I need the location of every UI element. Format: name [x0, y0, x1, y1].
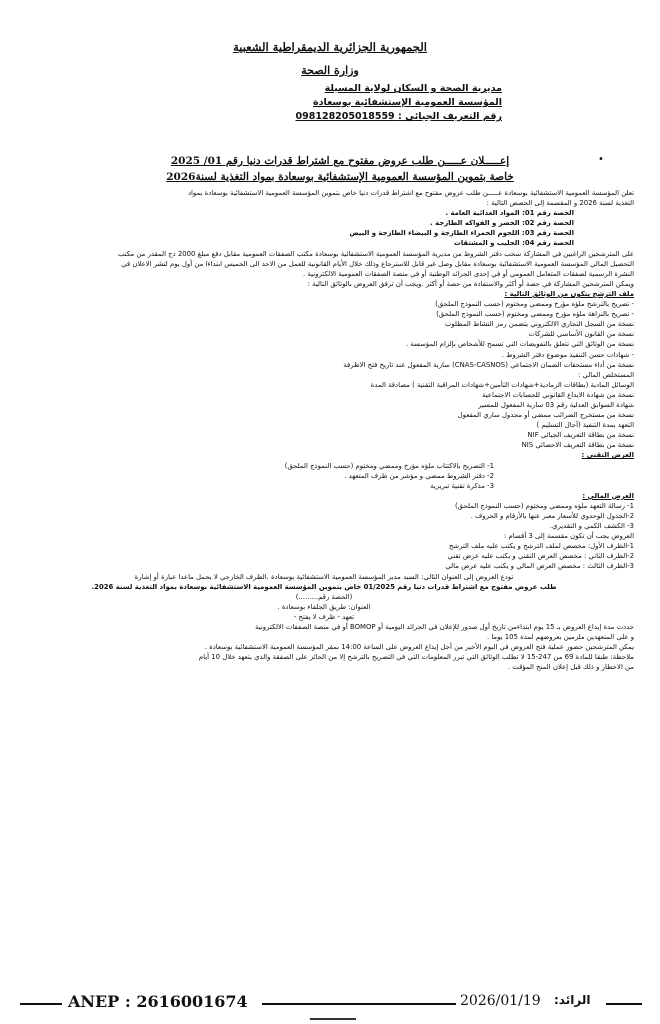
body-line: 3- الكشف الكمي و التقديري. — [549, 522, 634, 531]
body-line: 2-الجدول الوحدوي للأسعار معبر عنها بالأرقام و الحروف . — [470, 512, 634, 520]
body-line: 3-الظرف الثالث : مخصص العرض المالي و يكتب عليه عرض مالي — [445, 562, 634, 571]
announcement-subtitle: خاصة بتموين المؤسسة العمومية الإستشفائية بوسعادة بمواد التغذية لسنة2026 — [166, 171, 514, 183]
body-line: نسخة من السجل التجاري الالكتروني يتضمن رمز النشاط المطلوب — [444, 320, 634, 329]
tax-id-line — [262, 110, 502, 124]
body-line: نسخة من بطاقة التعريف الاحصائي NIS — [521, 441, 634, 450]
body-line: على المترشحين الراغبين في المشاركة سحب دفتر الشروط من مديرية المؤسسة العمومية الاستشفائية بوسعادة مكتب الصفقات العمومية مقابل دفع مبلغ 2000 دج المقدر من مكتب — [117, 249, 634, 258]
body-line: شهادة السوابق العدلية رقم 03 سارية المفعول للمسير — [478, 400, 634, 409]
body-line: الحصة رقم 03: اللحوم الحمراء الطازجة و البيضاء الطازجة و البيض — [349, 229, 574, 238]
directorate-line: مديرية الصحة و السكان لولاية المسيلة — [324, 83, 502, 94]
body-line: حددت مدة إيداع العروض بـ 15 يوم ابتداءمن تاريخ أول صدور للإعلان في الجرائد اليومية أو BOMOP أو في منصة الصفقات الالكترونية — [255, 623, 634, 632]
body-line: العرض المالي : — [582, 491, 634, 500]
body-line: نسخة من مستخرج الضرائب ممضي أو مجدول ساري المفعول — [457, 411, 634, 420]
body-line: التعهد بمدة التنفيذ (آجال التسليم ) — [536, 421, 634, 430]
body-line: 3- مذكرة تقنية تبريرية — [430, 481, 494, 490]
body-line: 2- دفتر الشروط ممضي و مؤشر من طرف المتعهد . — [344, 471, 494, 480]
body-line: نسخة من القانون الأساسي للشركات — [528, 330, 634, 339]
tax-id-value: 098128205018559 — [295, 111, 395, 122]
body-line: و على المتعهدين ملزمين بعروضهم لمدة 105 يوما . — [486, 633, 634, 642]
body-line: النشرة الرسمية لصفقات المتعامل العمومي أو في إحدى الجرائد الوطنية أو في منصة الصفقات العمومية الالكترونية . — [303, 269, 634, 278]
bullet-dot-icon: • — [598, 154, 604, 165]
body-line: نسخة من الوثائق التي تتعلق بالتفويضات التي تسمح للأشخاص بإلزام المؤسسة . — [405, 340, 634, 349]
organization-block — [262, 82, 502, 124]
body-line: التحصيل المالي المؤسسة العمومية الاستشفائية بوسعادة مقابل وصل غير قابل للاسترجاع وذلك خلال الأيام القانونية للعمل من الاحد الى الخميس ابتداءا من أول يوم لنشر الاعلان في — [121, 259, 634, 268]
announcement-title: إعـــــلان عـــــن طلب عروض مفتوح مع اشتراط قدرات دنيا رقم 01/ 2025 — [170, 155, 510, 167]
body-line: تعلن المؤسسة العمومية الاستشفائية بوسعادة عـــــن طلب عروض مفتوح مع اشتراط قدرات دنيا خاص بتموين المؤسسة العمومية الاستشفائية بوسعادة بمواد — [187, 189, 634, 197]
bottom-mark — [310, 1018, 356, 1020]
body-line: - تصريح بالنزاهة ملؤه مؤرخ وممضي ومختوم (حسب النموذج الملحق) — [436, 310, 634, 319]
body-line: تعهد - ظرف لا يفتح - — [293, 612, 355, 621]
body-line: الحصة رقم 01: المواد الغذائية العامة . — [445, 209, 574, 218]
body-line: العنوان: طريق الجلفاء بوسعادة . — [277, 602, 371, 611]
body-line: الحصة رقم 04: الحليب و المشتقات — [453, 239, 574, 248]
body-line: 2-الظرف الثاني : مخصص العرض التقني و يكتب عليه عرض تقني — [447, 552, 634, 561]
body-line: (الحصة رقم.........) — [295, 592, 353, 601]
body-line: نسخة من أداء مستحقات الضمان الاجتماعي (CNAS-CASNOS) سارية المفعول عند تاريخ فتح الاظرفة — [343, 360, 634, 369]
publication-date: 2026/01/19 — [460, 993, 541, 1009]
body-line: ملف الترشح يتكون من الوثائق التالية : — [504, 289, 634, 298]
body-line: - تصريح بالترشح ملؤه مؤرخ وممضي ومختوم (حسب النموذج الملحق) — [435, 300, 634, 309]
footer-rule-middle — [262, 1003, 456, 1005]
footer-rule-left — [20, 1003, 62, 1005]
tax-id-label: رقم التعريف الجبائي : — [397, 111, 502, 122]
body-line: 1- التصريح بالاكتتاب ملؤه مؤرخ وممضي ومختوم (حسب النموذج الملحق) — [284, 461, 494, 470]
body-line: التغذية لسنة 2026 و المقسمة إلى الحصص التالية : — [486, 199, 634, 208]
footer-rule-right — [606, 1003, 642, 1005]
body-line: 1-الظرف الأول: مخصص لملف الترشح و يكتب عليه ملف الترشح — [448, 542, 634, 551]
body-line: نسخة من شهادة الايداع القانوني للحسابات الاجتماعية — [482, 390, 634, 399]
body-line: العرض التقني : — [581, 451, 634, 460]
body-line: نسخة من بطاقة التعريف الجبائي NIF — [527, 431, 634, 440]
body-line: - شهادات حسن التنفيذ موضوع دفتر الشروط . — [501, 350, 634, 359]
body-line: يمكن المترشحين حضور عملية فتح العروض في اليوم الأخير من أجل إيداع العروض على الساعة 14:00 بمقر المؤسسة العمومية الاستشفائية بوسعادة . — [204, 643, 634, 652]
newspaper-name: الرائد: — [554, 993, 591, 1007]
body-line: الوسائل المادية (بطاقات الرمادية+شهادات التأمين+شهادات المراقبة التقنية ) مصادقة المدة — [370, 380, 634, 389]
body-line: ملاحظة: طبقا للمادة 69 من 247-15 لا تطلب الوثائق التي تبرر المعلومات التي في التصريح بالترشح إلا من الحائز على الصفقة والذي يتعهد خلال 10 أيام — [198, 653, 634, 662]
body-line: العروض يجب أن تكون مقسمة إلى 3 أقسام : — [504, 532, 634, 541]
body-line: تودع العروض إلى العنوان التالي: السيد مدير المؤسسة العمومية الاستشفائية بوسعادة .الظرف الخارجي لا يحمل ماعدا عبارة أو إشارة — [134, 572, 514, 581]
body-line: 1- رسالة التعهد ملؤه وممضي ومختوم (حسب النموذج الملحق) — [454, 501, 634, 510]
announcement-body — [14, 188, 634, 673]
anep-number: ANEP : 2616001674 — [68, 992, 248, 1011]
body-line: ويمكن المترشحين المشاركة في حصة أو أكثر والاستفادة من حصة أو أكثر .ويجب أن ترفق العروض بالوثائق التالية : — [307, 279, 634, 288]
body-line: من الاخطار و ذلك قبل إعلان المنح المؤقت . — [507, 663, 634, 672]
body-line: طلب عروض مفتوح مع اشتراط قدرات دنيا رقم 01/2025 خاص بتموين المؤسسة العمومية الاستشفائية بوسعادة بمواد التغذية لسنة 2026. — [91, 582, 557, 591]
hospital-line: المؤسسة العمومية الإستشفائية بوسعادة — [313, 97, 502, 108]
body-line: الحصة رقم 02: الخضر و الفواكه الطازجة . — [430, 219, 574, 228]
ministry-header: وزارة الصحة — [301, 64, 359, 77]
body-line: المستخلص المالي : — [577, 370, 634, 379]
republic-header: الجمهورية الجزائرية الديمقراطية الشعبية — [233, 40, 427, 54]
